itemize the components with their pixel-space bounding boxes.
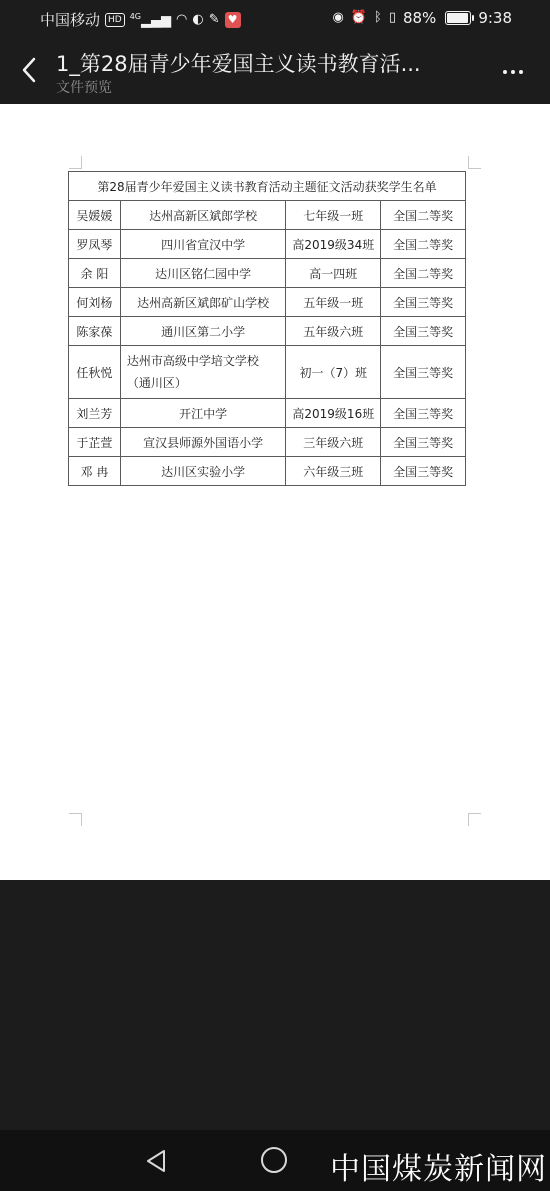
- name-cell: 吴媛媛: [69, 201, 121, 230]
- table-row: [69, 399, 466, 428]
- award-cell: 全国二等奖: [381, 201, 466, 230]
- name-cell: 罗凤琴: [69, 230, 121, 259]
- table-title-row: [69, 172, 466, 201]
- name-cell: 余 阳: [69, 259, 121, 288]
- class-cell: 高2019级34班: [286, 230, 381, 259]
- table-row: [69, 288, 466, 317]
- crop-mark-top-left: [69, 156, 82, 169]
- name-cell: 何刘杨: [69, 288, 121, 317]
- school-cell: 宣汉县师源外国语小学: [120, 428, 286, 457]
- clock: 9:38: [478, 9, 512, 27]
- hd-icon: HD: [105, 13, 125, 27]
- signal-icon: $^{4G}$▂▄▆: [129, 12, 172, 29]
- heart-app-icon: ♥: [225, 12, 241, 28]
- school-cell: 达州高新区斌郎学校: [120, 201, 286, 230]
- award-cell: 全国三等奖: [381, 399, 466, 428]
- class-cell: 六年级三班: [286, 457, 381, 486]
- award-cell: 全国三等奖: [381, 288, 466, 317]
- more-dot-icon: [519, 70, 523, 74]
- class-cell: 高一四班: [286, 259, 381, 288]
- app-notification-icon-2: ✎: [208, 11, 220, 27]
- crop-mark-top-right: [468, 156, 481, 169]
- class-cell: 五年级六班: [286, 317, 381, 346]
- file-title: 1_第28届青少年爱国主义读书教育活...: [56, 52, 421, 76]
- class-cell: 五年级一班: [286, 288, 381, 317]
- class-cell: 七年级一班: [286, 201, 381, 230]
- school-cell: 四川省宣汉中学: [120, 230, 286, 259]
- more-dot-icon: [503, 70, 507, 74]
- file-subtitle: 文件预览: [56, 80, 112, 96]
- eye-icon: ◉: [332, 10, 344, 25]
- status-right: [332, 9, 512, 27]
- class-cell: 高2019级16班: [286, 399, 381, 428]
- status-left: [40, 9, 241, 30]
- name-cell: 陈家葆: [69, 317, 121, 346]
- table-row: [69, 259, 466, 288]
- name-cell: 于芷萱: [69, 428, 121, 457]
- app-notification-icon: ◐: [192, 11, 204, 27]
- alarm-icon: ⏰: [350, 10, 367, 25]
- award-cell: 全国三等奖: [381, 457, 466, 486]
- crop-mark-bottom-right: [468, 813, 481, 826]
- triangle-back-icon[interactable]: [142, 1146, 172, 1176]
- table-row: [69, 317, 466, 346]
- school-cell: 通川区第二小学: [120, 317, 286, 346]
- back-button[interactable]: [14, 52, 44, 88]
- table-title: 第28届青少年爱国主义读书教育活动主题征文活动获奖学生名单: [69, 172, 466, 201]
- viewer-background: [0, 880, 550, 1130]
- award-cell: 全国三等奖: [381, 346, 466, 399]
- status-bar: [0, 0, 550, 38]
- school-cell: 达州市高级中学培文学校（通川区）: [120, 346, 286, 399]
- more-dot-icon: [511, 70, 515, 74]
- crop-mark-bottom-left: [69, 813, 82, 826]
- bluetooth-icon: ᛒ: [374, 10, 382, 25]
- school-cell: 开江中学: [120, 399, 286, 428]
- award-cell: 全国三等奖: [381, 428, 466, 457]
- carrier-label: 中国移动: [40, 11, 101, 29]
- school-cell: 达川区铭仁园中学: [120, 259, 286, 288]
- class-cell: 三年级六班: [286, 428, 381, 457]
- award-cell: 全国二等奖: [381, 259, 466, 288]
- app-header: [0, 38, 550, 104]
- award-cell: 全国二等奖: [381, 230, 466, 259]
- name-cell: 邓 冉: [69, 457, 121, 486]
- table-row: [69, 428, 466, 457]
- back-arrow-icon: [21, 57, 37, 83]
- table-row: [69, 346, 466, 399]
- name-cell: 刘兰芳: [69, 399, 121, 428]
- table-row: [69, 201, 466, 230]
- award-cell: 全国三等奖: [381, 317, 466, 346]
- watermark: 中国煤炭新闻网: [330, 1152, 547, 1187]
- wifi-icon: ◠: [176, 11, 188, 27]
- system-nav-bar: [0, 1130, 550, 1191]
- school-cell: 达州高新区斌郎矿山学校: [120, 288, 286, 317]
- battery-percent: 88%: [402, 9, 437, 27]
- more-options-button[interactable]: [498, 62, 528, 82]
- table-row: [69, 457, 466, 486]
- name-cell: 任秋悦: [69, 346, 121, 399]
- school-cell: 达川区实验小学: [120, 457, 286, 486]
- battery-icon: [445, 11, 471, 25]
- class-cell: 初一（7）班: [286, 346, 381, 399]
- circle-home-icon[interactable]: [261, 1147, 287, 1173]
- vibrate-icon: ▯: [388, 10, 396, 25]
- award-table: [68, 171, 466, 486]
- document-page[interactable]: [0, 104, 550, 880]
- table-row: [69, 230, 466, 259]
